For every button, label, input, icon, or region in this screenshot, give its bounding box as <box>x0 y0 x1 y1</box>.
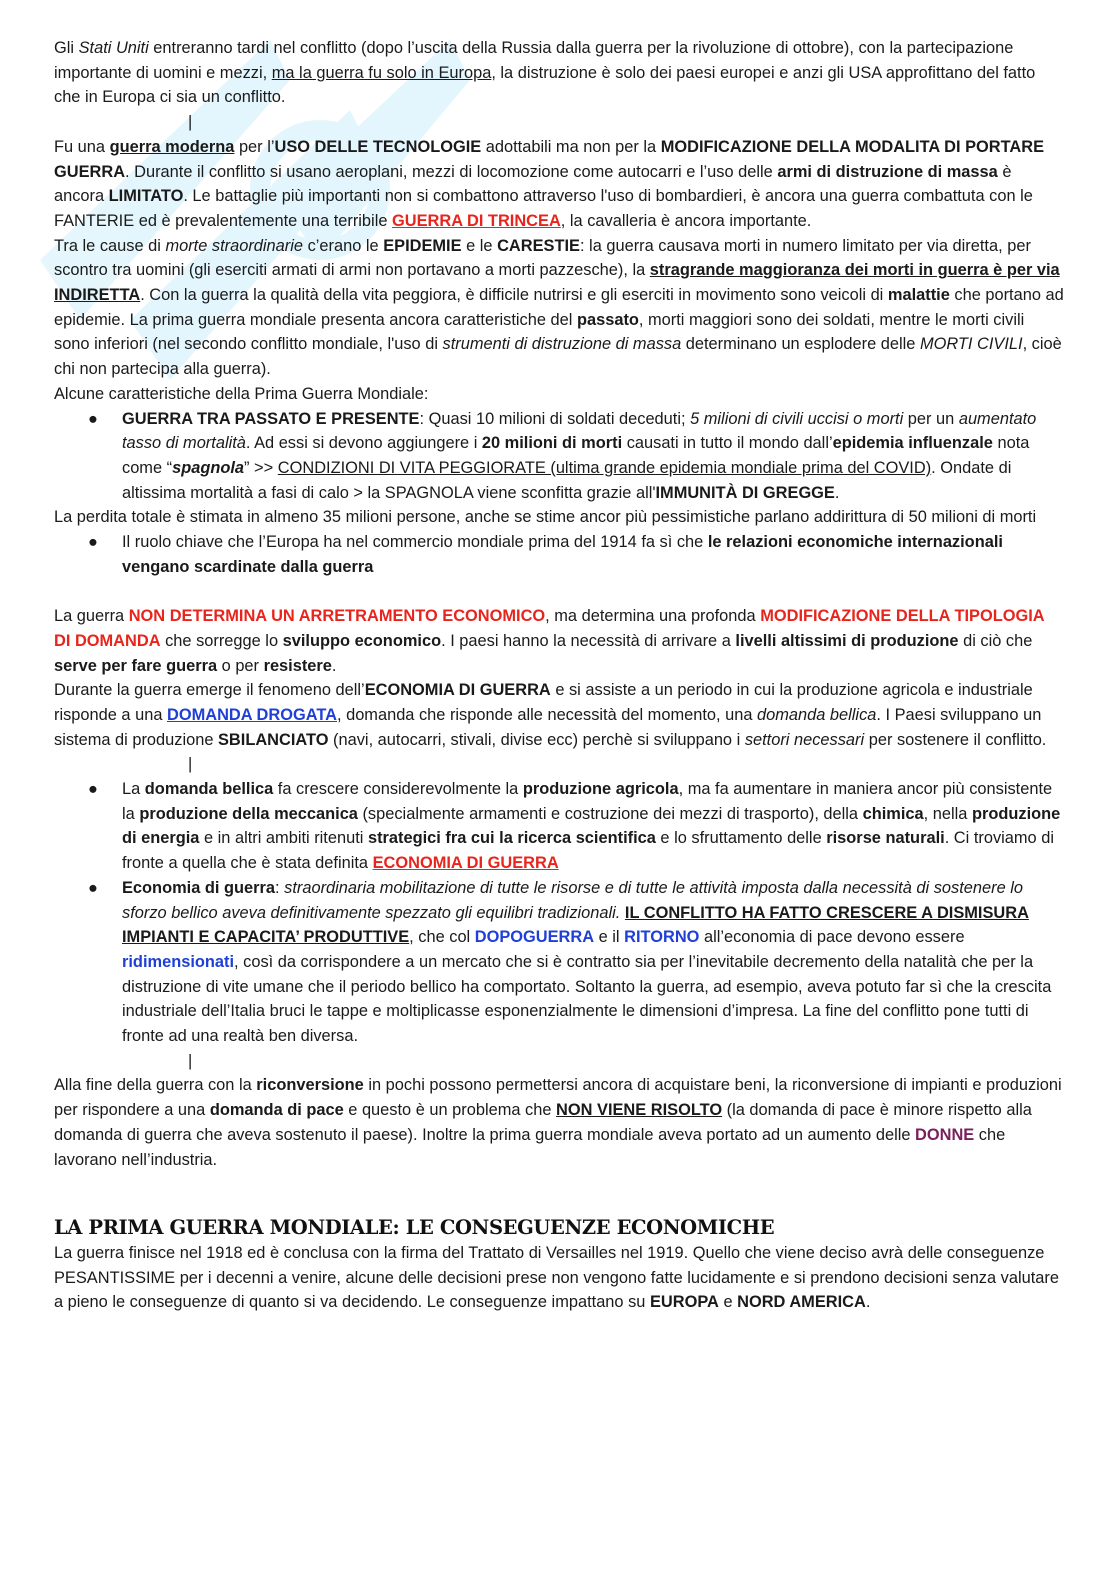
paragraph-guerra-moderna: Fu una guerra moderna per l’USO DELLE TECNOLOGIE adottabili ma non per la MODIFICAZIONE DELLA MODALITA DI PORTARE GUERRA. Durante il conflitto si usano aeroplani, mezzi di locomozione come autocarri e l’uso delle armi di distruzione di massa è ancora LIMITATO. Le battaglie più importanti non si combattono attraverso l'uso di bombardieri, è ancora una guerra combattuta con le FANTERIE ed è prevalentemente una terribile GUERRA DI TRINCEA, la cavalleria è ancora importante. <box>54 137 1045 230</box>
list-item: ● Il ruolo chiave che l’Europa ha nel commercio mondiale prima del 1914 fa sì che le relazioni economiche internazionali vengano scardinate dalla guerra <box>122 530 1064 579</box>
list-economia <box>54 777 1064 1049</box>
list-commercio <box>54 530 1064 579</box>
paragraph-versailles: La guerra finisce nel 1918 ed è conclusa con la firma del Trattato di Versailles nel 1919. Quello che viene deciso avrà delle conseguenze PESANTISSIME per i decenni a venire, alcune delle decisioni prese non vengono fatte lucidamente e si prendono decisioni senza valutare a pieno le conseguenze di quanto si va decidendo. Le conseguenze impattano su EUROPA e NORD AMERICA. <box>54 1243 1059 1312</box>
separator-bar: | <box>188 113 193 132</box>
document-body <box>54 36 1064 1315</box>
bullet-icon: ● <box>88 878 98 897</box>
paragraph-cause-morte: Tra le cause di morte straordinarie c’erano le EPIDEMIE e le CARESTIE: la guerra causava morti in numero limitato per via diretta, per scontro tra uomini (gli eserciti armati di armi non portavano a morti pazzesche), la stragrande maggioranza dei morti in guerra è per via INDIRETTA. Con la guerra la qualità della vita peggiora, è difficile nutrirsi e gli eserciti in movimento sono veicoli di malattie che portano ad epidemie. La prima guerra mondiale presenta ancora caratteristiche del passato, morti maggiori sono dei soldati, mentre le morti civili sono inferiori (nel secondo conflitto mondiale, l'uso di strumenti di distruzione di massa determinano un esplodere delle MORTI CIVILI, cioè chi non partecipa alla guerra). <box>54 236 1064 379</box>
list-item: ● La domanda bellica fa crescere considerevolmente la produzione agricola, ma fa aumentare in maniera ancor più consistente la produzione della meccanica (specialmente armamenti e costruzione dei mezzi di trasporto), della chimica, nella produzione di energia e in altri ambiti ritenuti strategici fra cui la ricerca scientifica e lo sfruttamento delle risorse naturali. Ci troviamo di fronte a quella che è stata definita ECONOMIA DI GUERRA <box>122 777 1064 876</box>
separator-bar: | <box>188 1051 193 1070</box>
bullet-icon: ● <box>88 780 98 799</box>
list-item: ● GUERRA TRA PASSATO E PRESENTE: Quasi 10 milioni di soldati deceduti; 5 milioni di civili uccisi o morti per un aumentato tasso di mortalità. Ad essi si devono aggiungere i 20 milioni di morti causati in tutto il mondo dall’epidemia influenzale nota come “spagnola” >> CONDIZIONI DI VITA PEGGIORATE (ultima grande epidemia mondiale prima del COVID). Ondate di altissima mortalità a fasi di calo > la SPAGNOLA viene sconfitta grazie all'IMMUNITÀ DI GREGGE. <box>122 407 1064 506</box>
section-heading: LA PRIMA GUERRA MONDIALE: LE CONSEGUENZE ECONOMICHE <box>54 1215 775 1239</box>
list-caratteristiche <box>54 407 1064 506</box>
paragraph-perdita-totale: La perdita totale è stimata in almeno 35 milioni persone, anche se stime ancor più pessimistiche parlano addirittura di 50 milioni di morti <box>54 508 1037 527</box>
paragraph-domanda: La guerra NON DETERMINA UN ARRETRAMENTO ECONOMICO, ma determina una profonda MODIFICAZIONE DELLA TIPOLOGIA DI DOMANDA che sorregge lo sviluppo economico. I paesi hanno la necessità di arrivare a livelli altissimi di produzione di ciò che serve per fare guerra o per resistere. <box>54 607 1044 675</box>
paragraph-usa: Gli Stati Uniti entreranno tardi nel conflitto (dopo l’uscita della Russia dalla guerra per la rivoluzione di ottobre), con la partecipazione importante di uomini e mezzi, ma la guerra fu solo in Europa, la distruzione è solo dei paesi europei e anzi gli USA approfittano del fatto che in Europa ci sia un conflitto. <box>54 39 1036 107</box>
paragraph-caratteristiche-intro: Alcune caratteristiche della Prima Guerra Mondiale: <box>54 384 429 403</box>
paragraph-economia-di-guerra: Durante la guerra emerge il fenomeno dell’ECONOMIA DI GUERRA e si assiste a un periodo in cui la produzione agricola e industriale risponde a una DOMANDA DROGATA, domanda che risponde alle necessità del momento, una domanda bellica. I Paesi sviluppano un sistema di produzione SBILANCIATO (navi, autocarri, stivali, divise ecc) perchè si sviluppano i settori necessari per sostenere il conflitto. <box>54 681 1047 749</box>
paragraph-riconversione: Alla fine della guerra con la riconversione in pochi possono permettersi ancora di acquistare beni, la riconversione di impianti e produzioni per rispondere a una domanda di pace e questo è un problema che NON VIENE RISOLTO (la domanda di pace è minore rispetto alla domanda di guerra che aveva sostenuto il paese). Inoltre la prima guerra mondiale aveva portato ad un aumento delle DONNE che lavorano nell’industria. <box>54 1076 1062 1169</box>
bullet-icon: ● <box>88 409 98 428</box>
bullet-icon: ● <box>88 533 98 552</box>
separator-bar: | <box>188 755 193 774</box>
list-item: ● Economia di guerra: straordinaria mobilitazione di tutte le risorse e di tutte le attività imposta dalla necessità di sostenere lo sforzo bellico aveva definitivamente spezzato gli equilibri tradizionali. IL CONFLITTO HA FATTO CRESCERE A DISMISURA IMPIANTI E CAPACITA’ PRODUTTIVE, che col DOPOGUERRA e il RITORNO all’economia di pace devono essere ridimensionati, così da corrispondere a un mercato che si è contratto sia per l’inevitabile decremento della natalità che per la distruzione di vite umane che il periodo bellico ha comportato. Soltanto la guerra, ad esempio, aveva potuto far sì che la crescita industriale dell’Italia bruci le tappe e moltiplicasse esponenzialmente le dimensioni d’impresa. La fine del conflitto pone tutti di fronte ad una realtà ben diversa. <box>122 876 1064 1049</box>
